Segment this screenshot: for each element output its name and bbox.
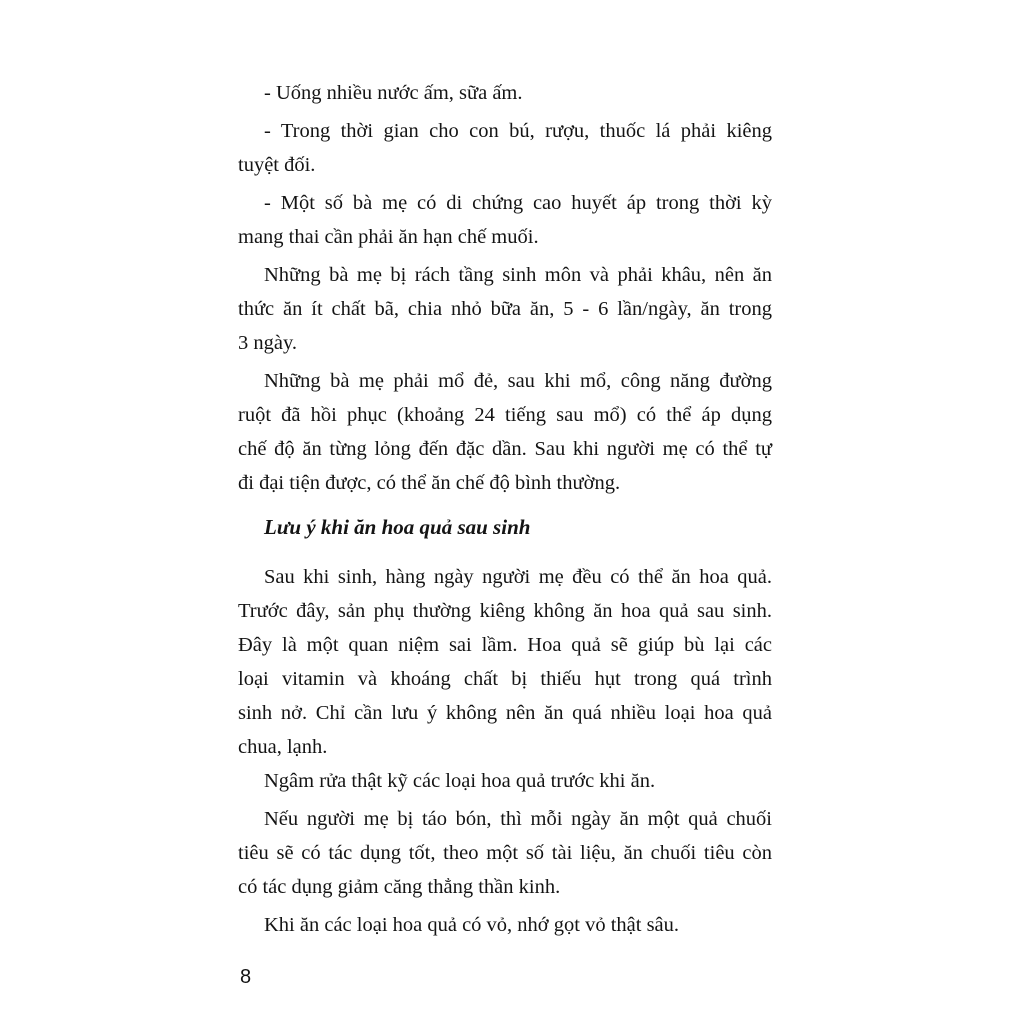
body-paragraph — [238, 764, 772, 798]
body-paragraph — [238, 802, 772, 904]
page-number: 8 — [240, 966, 252, 988]
text-line: thức ăn ít chất bã, chia nhỏ bữa ăn, 5 - 6 lần/ngày, ăn trong — [238, 298, 772, 320]
text-line: tuyệt đối. — [238, 154, 316, 176]
text-line: Nếu người mẹ bị táo bón, thì mỗi ngày ăn một quả chuối — [264, 808, 772, 830]
bullet-paragraph — [238, 76, 772, 110]
body-paragraph — [238, 560, 772, 764]
text-line: loại vitamin và khoáng chất bị thiếu hụt trong quá trình — [238, 668, 772, 690]
text-line: - Một số bà mẹ có di chứng cao huyết áp trong thời kỳ — [264, 192, 772, 214]
text-line: tiêu sẽ có tác dụng tốt, theo một số tài liệu, ăn chuối tiêu còn — [238, 842, 772, 864]
text-line: Khi ăn các loại hoa quả có vỏ, nhớ gọt vỏ thật sâu. — [264, 914, 680, 936]
text-line: mang thai cần phải ăn hạn chế muối. — [238, 226, 539, 248]
bullet-paragraph — [238, 186, 772, 254]
text-line: Đây là một quan niệm sai lầm. Hoa quả sẽ giúp bù lại các — [238, 634, 772, 656]
bullet-paragraph — [238, 114, 772, 182]
text-line: chế độ ăn từng lỏng đến đặc dần. Sau khi người mẹ có thể tự — [238, 438, 772, 460]
text-line: có tác dụng giảm căng thẳng thần kinh. — [238, 876, 561, 898]
body-paragraph — [238, 258, 772, 360]
text-line: 3 ngày. — [238, 332, 298, 354]
text-line: - Uống nhiều nước ấm, sữa ấm. — [264, 82, 523, 104]
text-line: Ngâm rửa thật kỹ các loại hoa quả trước khi ăn. — [264, 770, 656, 792]
text-line: ruột đã hồi phục (khoảng 24 tiếng sau mổ) có thể áp dụng — [238, 404, 772, 426]
text-line: Những bà mẹ bị rách tầng sinh môn và phải khâu, nên ăn — [264, 264, 772, 286]
body-paragraph — [238, 364, 772, 500]
text-line: - Trong thời gian cho con bú, rượu, thuốc lá phải kiêng — [264, 120, 772, 142]
text-line: chua, lạnh. — [238, 736, 328, 758]
text-line: Sau khi sinh, hàng ngày người mẹ đều có thể ăn hoa quả. — [264, 566, 772, 588]
text-line: sinh nở. Chỉ cần lưu ý không nên ăn quá nhiều loại hoa quả — [238, 702, 772, 724]
text-line: Trước đây, sản phụ thường kiêng không ăn hoa quả sau sinh. — [238, 600, 772, 622]
text-line: đi đại tiện được, có thể ăn chế độ bình thường. — [238, 472, 621, 494]
text-line: Những bà mẹ phải mổ đẻ, sau khi mổ, công năng đường — [264, 370, 772, 392]
body-paragraph — [238, 908, 772, 942]
section-heading: Lưu ý khi ăn hoa quả sau sinh — [264, 515, 531, 539]
